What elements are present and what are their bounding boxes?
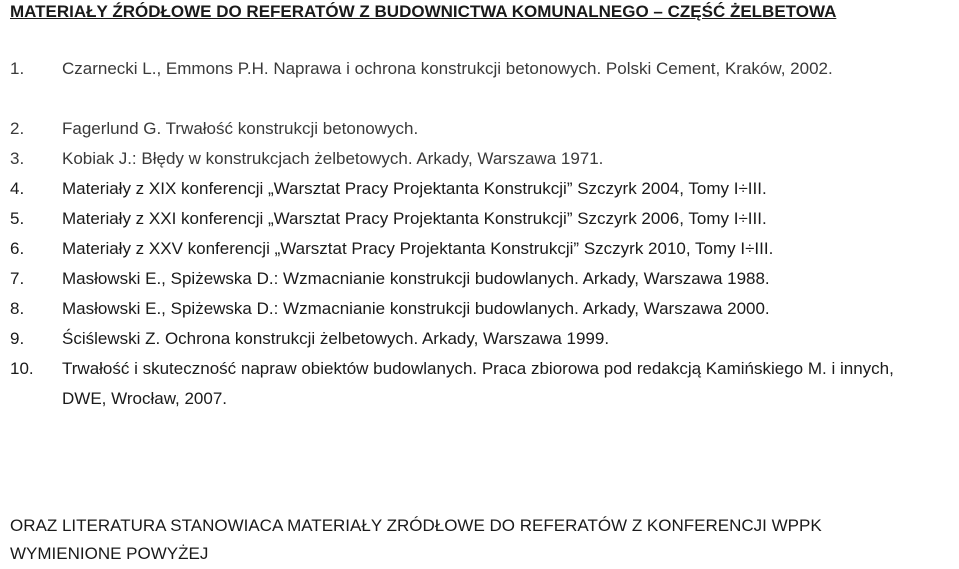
reference-text: Materiały z XIX konferencji „Warsztat Pracy Projektanta Konstrukcji” Szczyrk 2004, Tomy I÷III.	[62, 179, 767, 198]
document-heading: MATERIAŁY ŹRÓDŁOWE DO REFERATÓW Z BUDOWNICTWA KOMUNALNEGO – CZĘŚĆ ŻELBETOWA	[10, 2, 837, 21]
reference-text: Kobiak J.: Błędy w konstrukcjach żelbetowych. Arkady, Warszawa 1971.	[62, 149, 604, 168]
reference-number: 8.	[10, 299, 25, 318]
footer-note: ORAZ LITERATURA STANOWIACA MATERIAŁY ZRÓDŁOWE DO REFERATÓW Z KONFERENCJI WPPK WYMIENIONE POWYŻEJ	[10, 516, 822, 563]
reference-number: 3.	[10, 149, 25, 168]
reference-number: 6.	[10, 239, 25, 258]
reference-text: Materiały z XXI konferencji „Warsztat Pracy Projektanta Konstrukcji” Szczyrk 2006, Tomy I÷III.	[62, 209, 767, 228]
reference-text: Masłowski E., Spiżewska D.: Wzmacnianie konstrukcji budowlanych. Arkady, Warszawa 2000.	[62, 299, 770, 318]
reference-number: 9.	[10, 329, 25, 348]
reference-text: Trwałość i skuteczność napraw obiektów budowlanych. Praca zbiorowa pod redakcją Kamińskiego M. i innych, DWE, Wrocław, 2007.	[62, 359, 894, 408]
reference-item	[0, 294, 959, 324]
reference-number: 5.	[10, 209, 25, 228]
reference-item	[0, 174, 959, 204]
reference-text: Ściślewski Z. Ochrona konstrukcji żelbetowych. Arkady, Warszawa 1999.	[62, 329, 610, 348]
reference-item	[0, 234, 959, 264]
reference-text: Masłowski E., Spiżewska D.: Wzmacnianie konstrukcji budowlanych. Arkady, Warszawa 1988.	[62, 269, 770, 288]
reference-item	[0, 354, 959, 414]
reference-number: 7.	[10, 269, 25, 288]
reference-text: Materiały z XXV konferencji „Warsztat Pracy Projektanta Konstrukcji” Szczyrk 2010, Tomy I÷III.	[62, 239, 774, 258]
reference-number: 1.	[10, 59, 25, 78]
reference-number: 2.	[10, 119, 25, 138]
reference-item	[0, 114, 959, 144]
reference-text: Czarnecki L., Emmons P.H. Naprawa i ochrona konstrukcji betonowych. Polski Cement, Kraków, 2002.	[62, 59, 833, 78]
reference-item	[0, 144, 959, 174]
reference-number: 4.	[10, 179, 25, 198]
reference-item	[0, 324, 959, 354]
reference-item	[0, 264, 959, 294]
reference-list	[0, 54, 959, 414]
reference-number: 10.	[10, 359, 34, 378]
reference-text: Fagerlund G. Trwałość konstrukcji betonowych.	[62, 119, 419, 138]
reference-item	[0, 54, 959, 114]
reference-item	[0, 204, 959, 234]
